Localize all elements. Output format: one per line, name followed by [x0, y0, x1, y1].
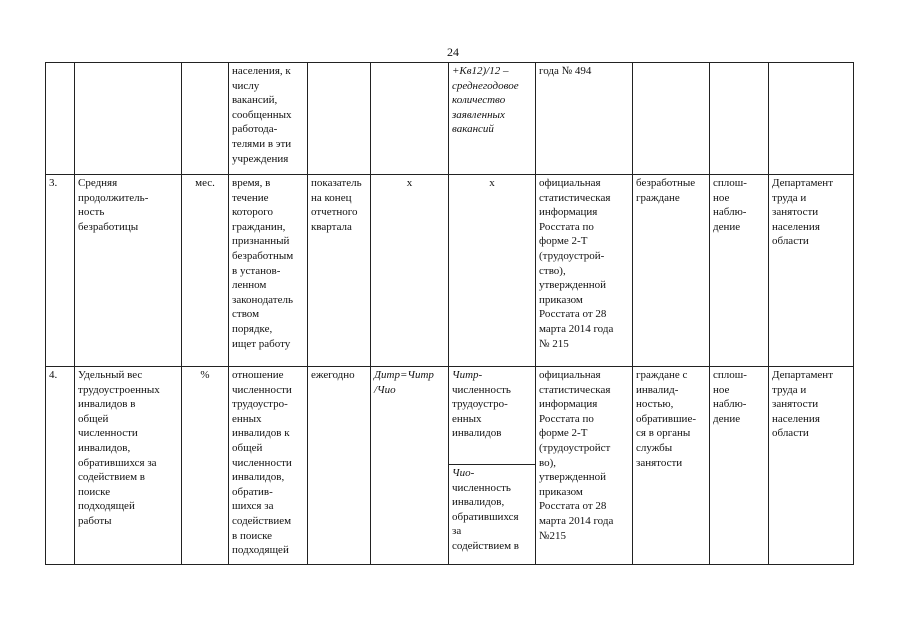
- variable-text-a: численность трудоустро- енных инвалидов: [452, 383, 511, 440]
- cell-unit: [182, 63, 229, 175]
- cell-population: [633, 63, 710, 175]
- cell-source: официальная статистическая информация Росстата по форме 2-Т (трудоустрой- ство), утвержденной приказом Росстата от 28 марта 2014 года № 215: [536, 175, 633, 367]
- cell-variables: +Кв12)/12 – среднегодовое количество заявленных вакансий: [449, 63, 536, 175]
- cell-unit: %: [182, 367, 229, 565]
- cell-periodicity: показатель на конец отчетного квартала: [308, 175, 371, 367]
- cell-responsible: [769, 63, 854, 175]
- cell-periodicity: ежегодно: [308, 367, 371, 565]
- cell-definition: отношение численности трудоустро- енных инвалидов к общей численности инвалидов, обратив- шихся за содействием в поиске подходящей: [229, 367, 308, 565]
- cell-variables-a: [449, 367, 536, 465]
- cell-method: [710, 63, 769, 175]
- cell-definition: населения, к числу вакансий, сообщенных работода- телями в эти учреждения: [229, 63, 308, 175]
- cell-population: безработные граждане: [633, 175, 710, 367]
- cell-method: сплош- ное наблю- дение: [710, 175, 769, 367]
- cell-population: граждане с инвалид- ностью, обратившие- ся в органы службы занятости: [633, 367, 710, 565]
- cell-unit: мес.: [182, 175, 229, 367]
- cell-name: Средняя продолжитель- ность безработицы: [75, 175, 182, 367]
- table-row-4: [46, 367, 854, 465]
- table-row-continuation: [46, 63, 854, 175]
- variable-term-a: Читр-: [452, 369, 483, 381]
- indicators-table: [45, 62, 854, 565]
- cell-method: сплош- ное наблю- дение: [710, 367, 769, 565]
- variable-text-b: численность инвалидов, обратившихся за содействием в: [452, 481, 519, 552]
- cell-number: 3.: [46, 175, 75, 367]
- cell-variables: х: [449, 175, 536, 367]
- table-row-3: [46, 175, 854, 367]
- variable-term-b: Чио-: [452, 467, 475, 479]
- page-number: 24: [447, 45, 459, 59]
- cell-number: [46, 63, 75, 175]
- cell-definition: время, в течение которого гражданин, признанный безработным в установ- ленном законодатель ством порядке, ищет работу: [229, 175, 308, 367]
- cell-formula: Дитр=Читр /Чио: [371, 367, 449, 565]
- cell-formula: х: [371, 175, 449, 367]
- cell-responsible: Департамент труда и занятости населения области: [769, 367, 854, 565]
- cell-formula: [371, 63, 449, 175]
- cell-variables-b: [449, 465, 536, 565]
- cell-name: [75, 63, 182, 175]
- cell-source: года № 494: [536, 63, 633, 175]
- cell-name: Удельный вес трудоустроенных инвалидов в общей численности инвалидов, обратившихся за содействием в поиске подходящей работы: [75, 367, 182, 565]
- cell-responsible: Департамент труда и занятости населения области: [769, 175, 854, 367]
- cell-periodicity: [308, 63, 371, 175]
- cell-source: официальная статистическая информация Росстата по форме 2-Т (трудоустройст во), утвержденной приказом Росстата от 28 марта 2014 года №215: [536, 367, 633, 565]
- cell-number: 4.: [46, 367, 75, 565]
